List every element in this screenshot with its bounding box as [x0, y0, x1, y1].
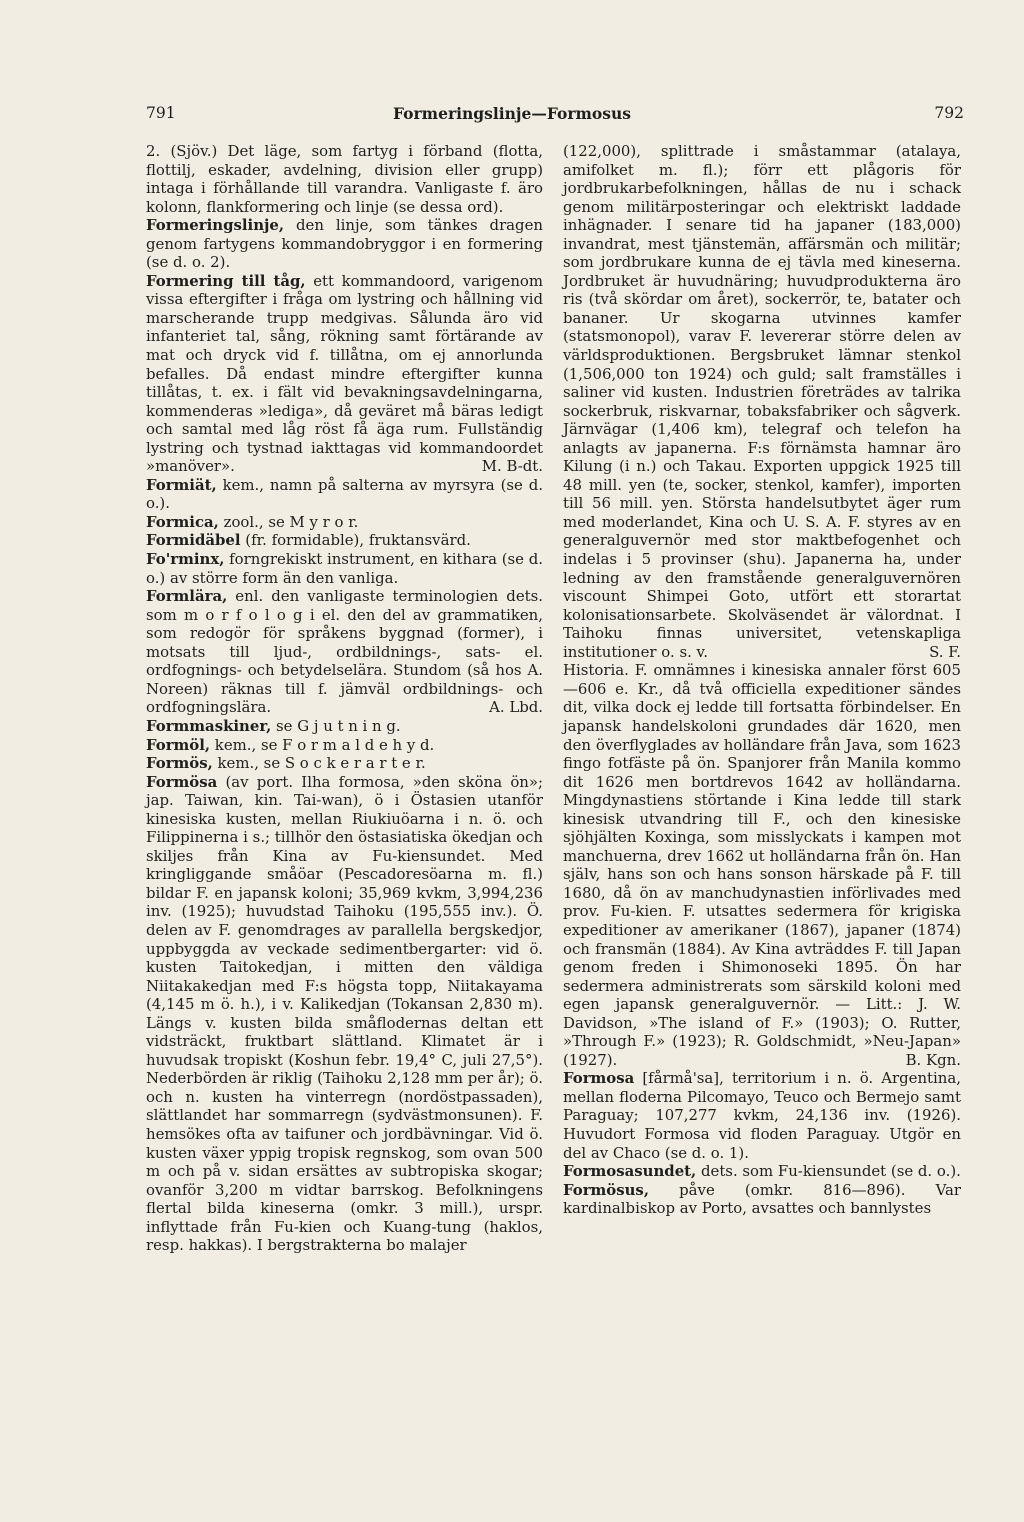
headword: Formica, — [146, 512, 219, 531]
headword: Formiät, — [146, 475, 217, 494]
entry — [146, 773, 543, 1255]
entry-text: (av port. Ilha formosa, »den sköna ön»; jap. Taiwan, kin. Tai-wan), ö i Östasien utanför kinesiska kusten, mellan Riukiuöarna i n. ö. och Filippinerna i s.; tillhör den östasiatiska ökedjan och skiljes från Kina av Fu-kiensundet. Med kringliggande småöar (Pescadoresöarna m. fl.) bildar F. en japansk koloni; 35,969 kvkm, 3,994,236 inv. (1925); huvudstad Taihoku (195,555 inv.). Ö. delen av F. genomdrages av parallella bergskedjor, uppbyggda av veckade sedimentbergarter: vid ö. kusten Taitokedjan, i mitten den väldiga Niitakakedjan med F:s högsta topp, Niitakayama (4,145 m ö. h.), i v. Kalikedjan (Tokansan 2,830 m). Längs v. kusten bilda småflodernas deltan ett vidsträckt, fruktbart slättland. Klimatet är i huvudsak tropiskt (Koshun febr. 19,4° C, juli 27,5°). Nederbörden är riklig (Taihoku 2,128 mm per år); ö. och n. kusten ha vinterregn (nordöstpassaden), slättlandet har sommarregn (sydvästmonsunen). F. hemsökes ofta av taifuner och jordbävningar. Vid ö. kusten växer yppig tropisk regnskog, som ovan 500 m och på v. sidan ersättes av subtropiska skogar; ovanför 3,200 m vidtar barrskog. Befolkningens flertal bilda kineserna (omkr. 3 mill.), urspr. inflyttade från Fu-kien och Kuang-tung (haklos, resp. hakkas). I bergstrakterna bo malajer — [146, 772, 543, 1255]
entry — [146, 476, 543, 513]
entry-text: kem., se S o c k e r a r t e r. — [212, 754, 426, 773]
entry-text: kem., se F o r m a l d e h y d. — [210, 735, 435, 754]
entry — [146, 717, 543, 736]
headword: Formeringslinje, — [146, 216, 285, 235]
entry — [146, 736, 543, 755]
headword: Formidäbel — [146, 531, 241, 550]
entry-text: zool., se M y r o r. — [218, 512, 359, 531]
entry-text: påve (omkr. 816—896). Var kardinalbiskop av Porto, avsattes och bannlystes — [563, 1180, 961, 1218]
entry-text: den linje, som tänkes dragen genom fartygens kommandobryggor i en formering (se d. o. 2). — [146, 216, 543, 272]
headword: Formmaskiner, — [146, 716, 272, 735]
headword: Formosasundet, — [563, 1162, 697, 1181]
entry — [563, 1069, 961, 1162]
entry-text: 2. (Sjöv.) Det läge, som fartyg i förband (flotta, flottilj, eskader, avdelning, division eller grupp) intaga i förhållande till varandra. Vanligaste f. äro kolonn, flankformering och linje (se dessa ord). — [146, 142, 543, 216]
headword: Formering till tåg, — [146, 271, 306, 290]
headword: Formöl, — [146, 735, 211, 754]
headword: Formlära, — [146, 587, 228, 606]
left-page-number: 791 — [146, 104, 176, 122]
right-column — [563, 142, 961, 1218]
entry — [563, 1181, 961, 1218]
running-title: Formeringslinje—Formosus — [393, 104, 631, 123]
entry-text: ett kommandoord, varigenom vissa eftergifter i fråga om lystring och hållning vid marscherande trupp medgivas. Sålunda äro vid infanteriet tal, sång, rökning samt förtärande av mat och dryck vid f. tillåtna, om ej annorlunda befalles. Då endast mindre eftergifter kunna tillåtas, t. ex. i fält vid bevakningsavdelningarna, kommenderas »lediga», då geväret må bäras ledigt och samtal med låg röst få äga rum. Fullständig lystring och tystnad iakttagas vid kommandoordet »manöver». — [146, 271, 543, 476]
entry-text: [fårmå'sa], territorium i n. ö. Argentina, mellan floderna Pilcomayo, Teuco och Bermejo samt Paraguay; 107,277 kvkm, 24,136 inv. (1926). Huvudort Formosa vid floden Paraguay. Utgör en del av Chaco (se d. o. 1). — [563, 1069, 961, 1162]
page-header — [0, 104, 1024, 128]
headword: Formosa — [563, 1069, 635, 1088]
entry — [146, 754, 543, 773]
entry — [146, 550, 543, 587]
left-column — [146, 142, 543, 1255]
entry — [146, 142, 543, 216]
entry — [563, 661, 961, 1069]
headword: Fo'rminx, — [146, 550, 225, 569]
author-signature: S. F. — [929, 642, 961, 661]
entry-text: se G j u t n i n g. — [271, 716, 401, 735]
headword: Formös, — [146, 754, 213, 773]
headword: Formösa — [146, 772, 218, 791]
entry-text: Historia. F. omnämnes i kinesiska annaler först 605—606 e. Kr., då två officiella expeditioner sändes dit, vilka dock ej ledde till fortsatta förbindelser. En japansk handelskoloni grundades där 1620, men den överflyglades av holländare från Java, som 1623 fingo fotfäste på ön. Spanjorer från Manila kommo dit 1626 men bortdrevos 1642 av holländarna. Mingdynastiens störtande i Kina ledde till stark kinesisk utvandring till F., och den kinesiske sjöhjälten Koxinga, som misslyckats i kampen mot manchuerna, drev 1662 ut holländarna från ön. Han själv, hans son och hans sonson härskade på F. till 1680, då ön av manchudynastien införlivades med prov. Fu-kien. F. utsattes sedermera för krigiska expeditioner av amerikaner (1867), japaner (1874) och fransmän (1884). Av Kina avträddes F. till Japan genom freden i Shimonoseki 1895. Ön har sedermera administrerats som särskild koloni med egen japansk generalguvernör. — Litt.: J. W. Davidson, »The island of F.» (1903); O. Rutter, »Through F.» (1923); R. Goldschmidt, »Neu-Japan» (1927). — [563, 661, 961, 1069]
author-signature: B. Kgn. — [905, 1050, 961, 1069]
entry — [146, 587, 543, 717]
entry-text: (122,000), splittrade i småstammar (atalaya, amifolket m. fl.); förr ett plågoris för jordbrukarbefolkningen, hållas de nu i schack genom militärposteringar och elektriskt laddade inhägnader. I senare tid ha japaner (183,000) invandrat, mest tjänstemän, affärsmän och militär; som jordbrukare kunna de ej tävla med kineserna. Jordbruket är huvudnäring; huvudprodukterna äro ris (två skördar om året), sockerrör, te, batater och bananer. Ur skogarna utvinnes kamfer (statsmonopol), varav F. levererar större delen av världsproduktionen. Bergsbruket lämnar stenkol (1,506,000 ton 1924) och guld; salt framställes i saliner vid kusten. Industrien företrädes av talrika sockerbruk, riskvarnar, tobaksfabriker och sågverk. Järnvägar (1,406 km), telegraf och telefon ha anlagts av japanerna. F:s förnämsta hamnar äro Kilung (i n.) och Takau. Exporten uppgick 1925 till 48 mill. yen (te, socker, stenkol, kamfer), importen till 56 mill. yen. Största handelsutbytet äger rum med moderlandet, Kina och U. S. A. F. styres av en generalguvernör med stor maktbefogenhet och indelas i 5 provinser (shu). Japanerna ha, under ledning av den framstående generalguvernören viscount Shimpei Goto, utfört ett storartat kolonisationsarbete. Skolväsendet är välordnat. I Taihoku finnas universitet, vetenskapliga institutioner o. s. v. — [563, 142, 961, 661]
author-signature: M. B-dt. — [481, 457, 543, 476]
entry-text: dets. som Fu-kiensundet (se d. o.). — [696, 1162, 961, 1181]
entry — [146, 216, 543, 272]
entry — [563, 1162, 961, 1181]
entry — [146, 272, 543, 476]
author-signature: A. Lbd. — [489, 698, 543, 717]
entry-text: (fr. formidable), fruktansvärd. — [240, 531, 471, 550]
entry-text: kem., namn på salterna av myrsyra (se d. o.). — [146, 475, 543, 513]
entry — [146, 513, 543, 532]
entry — [146, 531, 543, 550]
entry-text: enl. den vanligaste terminologien dets. som m o r f o l o g i el. den del av grammatiken, som redogör för språkens byggnad (former), i motsats till ljud-, ordbildnings-, sats- el. ordfognings- och betydelselära. Stundom (så hos A. Noreen) räknas till f. jämväl ordbildnings- och ordfogningslära. — [146, 587, 543, 717]
right-page-number: 792 — [934, 104, 964, 122]
entry-text: forngrekiskt instrument, en kithara (se d. o.) av större form än den vanliga. — [146, 550, 543, 587]
entry — [563, 142, 961, 661]
headword: Formösus, — [563, 1180, 649, 1199]
